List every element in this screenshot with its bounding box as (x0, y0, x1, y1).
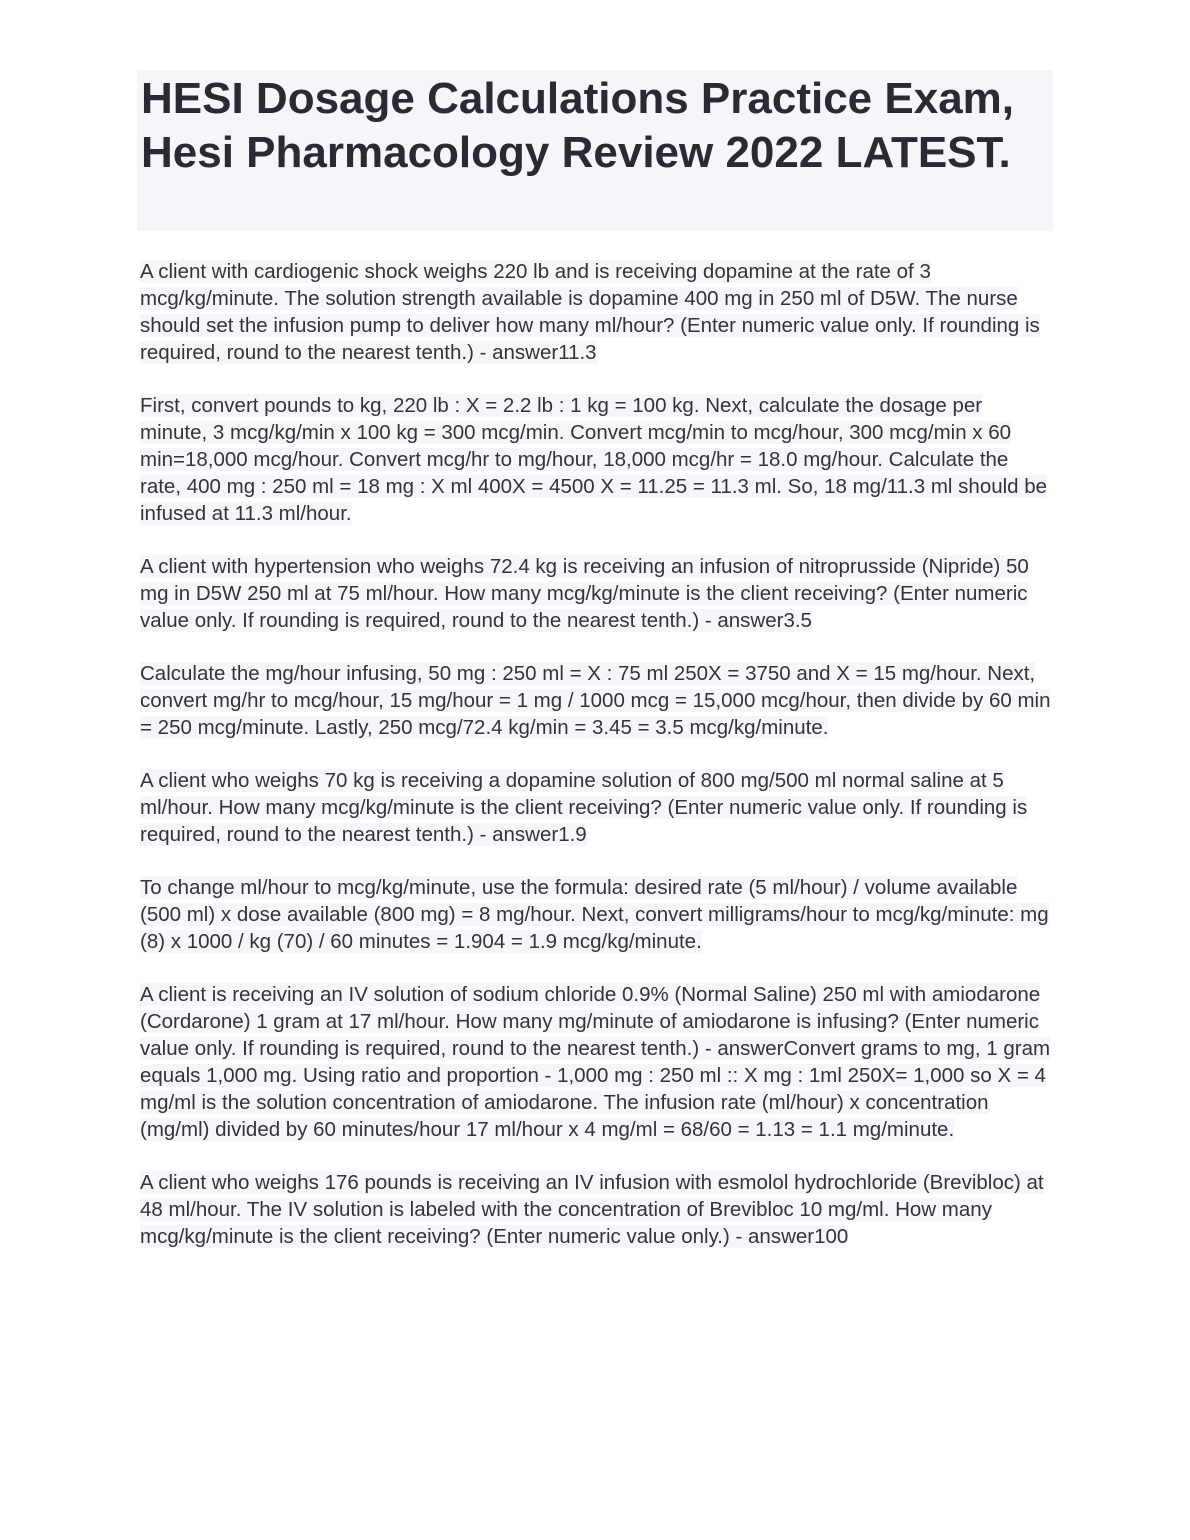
explanation-3-text: To change ml/hour to mcg/kg/minute, use the formula: desired rate (5 ml/hour) / volume available (500 ml) x dose available (800 mg) = 8 mg/hour. Next, convert milligrams/hour to mcg/kg/minute: mg (8) x 1000 / kg (70) / 60 minutes = 1.904 = 1.9 mcg/kg/minute. (140, 876, 1049, 953)
question-5 (140, 1169, 1055, 1250)
explanation-2 (140, 660, 1055, 741)
document-title: HESI Dosage Calculations Practice Exam, Hesi Pharmacology Review 2022 LATEST. (141, 74, 1015, 177)
document-body (140, 258, 1055, 1276)
explanation-1-text: First, convert pounds to kg, 220 lb : X = 2.2 lb : 1 kg = 100 kg. Next, calculate the dosage per minute, 3 mcg/kg/min x 100 kg = 300 mcg/min. Convert mcg/min to mcg/hour, 300 mcg/min x 60 min=18,000 mcg/hour. Convert mcg/hr to mg/hour, 18,000 mcg/hr = 18.0 mg/hour. Calculate the rate, 400 mg : 250 ml = 18 mg : X ml 400X = 4500 X = 11.25 = 11.3 ml. So, 18 mg/11.3 ml should be infused at 11.3 ml/hour. (140, 394, 1048, 525)
explanation-2-text: Calculate the mg/hour infusing, 50 mg : 250 ml = X : 75 ml 250X = 3750 and X = 15 mg/hour. Next, convert mg/hr to mcg/hour, 15 mg/hour = 1 mg / 1000 mcg = 15,000 mcg/hour, then divide by 60 min = 250 mcg/minute. Lastly, 250 mcg/72.4 kg/min = 3.45 = 3.5 mcg/kg/minute. (140, 662, 1051, 739)
question-4 (140, 981, 1055, 1143)
question-1-text: A client with cardiogenic shock weighs 220 lb and is receiving dopamine at the rate of 3 mcg/kg/minute. The solution strength available is dopamine 400 mg in 250 ml of D5W. The nurse should set the infusion pump to deliver how many ml/hour? (Enter numeric value only. If rounding is required, round to the nearest tenth.) - answer11.3 (140, 260, 1040, 364)
question-4-text: A client is receiving an IV solution of sodium chloride 0.9% (Normal Saline) 250 ml with amiodarone (Cordarone) 1 gram at 17 ml/hour. How many mg/minute of amiodarone is infusing? (Enter numeric value only. If rounding is required, round to the nearest tenth.) - answerConvert grams to mg, 1 gram equals 1,000 mg. Using ratio and proportion - 1,000 mg : 250 ml :: X mg : 1ml 250X= 1,000 so X = 4 mg/ml is the solution concentration of amiodarone. The infusion rate (ml/hour) x concentration (mg/ml) divided by 60 minutes/hour 17 ml/hour x 4 mg/ml = 68/60 = 1.13 = 1.1 mg/minute. (140, 983, 1051, 1141)
title-block (137, 70, 1053, 231)
question-3-text: A client who weighs 70 kg is receiving a dopamine solution of 800 mg/500 ml normal saline at 5 ml/hour. How many mcg/kg/minute is the client receiving? (Enter numeric value only. If rounding is required, round to the nearest tenth.) - answer1.9 (140, 769, 1028, 846)
explanation-1 (140, 392, 1055, 527)
explanation-3 (140, 874, 1055, 955)
question-2-text: A client with hypertension who weighs 72.4 kg is receiving an infusion of nitroprusside (Nipride) 50 mg in D5W 250 ml at 75 ml/hour. How many mcg/kg/minute is the client receiving? (Enter numeric value only. If rounding is required, round to the nearest tenth.) - answer3.5 (140, 555, 1029, 632)
question-1 (140, 258, 1055, 366)
question-5-text: A client who weighs 176 pounds is receiving an IV infusion with esmolol hydrochloride (Brevibloc) at 48 ml/hour. The IV solution is labeled with the concentration of Brevibloc 10 mg/ml. How many mcg/kg/minute is the client receiving? (Enter numeric value only.) - answer100 (140, 1171, 1044, 1248)
question-2 (140, 553, 1055, 634)
question-3 (140, 767, 1055, 848)
